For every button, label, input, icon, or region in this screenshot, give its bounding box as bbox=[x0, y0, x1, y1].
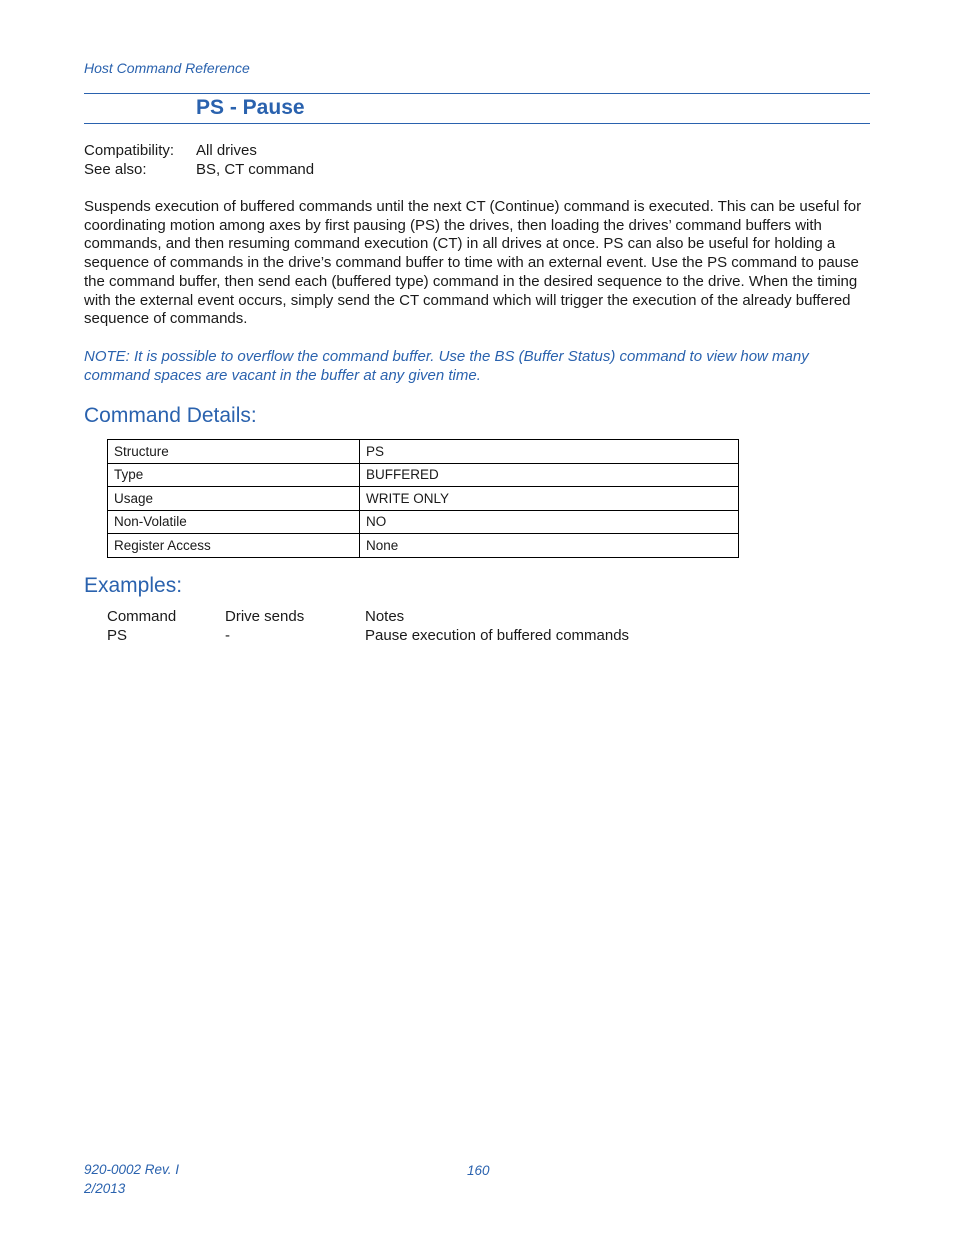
table-cell-label: Usage bbox=[108, 487, 360, 511]
table-cell-value: WRITE ONLY bbox=[360, 487, 739, 511]
examples-header-row bbox=[107, 607, 629, 626]
table-cell-label: Type bbox=[108, 463, 360, 487]
description-paragraph: Suspends execution of buffered commands until the next CT (Continue) command is executed. This can be useful for coordinating motion among axes by first pausing (PS) the drives, then loading the drives’ command buffers with commands, and then resuming command execution (CT) in all drives at once. PS can also be useful for holding a sequence of commands in the drive’s command buffer to time with an external event. Use the PS command to pause the command buffer, then send each (buffered type) command in the desired sequence to the drive. When the timing with the external event occurs, simply send the CT command which will trigger the execution of the already buffered sequence of commands. bbox=[84, 198, 862, 328]
meta-key: See also: bbox=[84, 160, 147, 178]
examples-heading: Examples: bbox=[84, 574, 183, 597]
meta-value: All drives bbox=[196, 142, 257, 159]
table-cell-label: Structure bbox=[108, 440, 360, 464]
example-drive-sends: - bbox=[225, 627, 230, 644]
example-row bbox=[107, 626, 629, 645]
note-paragraph: NOTE: It is possible to overflow the command buffer. Use the BS (Buffer Status) command to view how many command spaces are vacant in the buffer at any given time. bbox=[84, 348, 809, 384]
example-command: PS bbox=[107, 627, 128, 644]
page-title: PS - Pause bbox=[196, 96, 305, 119]
meta-key: Compatibility: bbox=[84, 142, 175, 159]
command-details-heading: Command Details: bbox=[84, 404, 257, 427]
examples-list bbox=[107, 607, 629, 645]
table-cell-value: PS bbox=[360, 440, 739, 464]
command-meta bbox=[84, 142, 314, 179]
table-cell-label: Non-Volatile bbox=[108, 510, 360, 534]
table-row bbox=[108, 487, 739, 511]
table-cell-value: BUFFERED bbox=[360, 463, 739, 487]
example-notes: Pause execution of buffered commands bbox=[365, 627, 630, 644]
table-row bbox=[108, 534, 739, 558]
table-row bbox=[108, 463, 739, 487]
running-header: Host Command Reference bbox=[84, 60, 250, 76]
column-header: Notes bbox=[365, 608, 405, 625]
meta-row-see-also bbox=[84, 161, 314, 180]
footer-page-number: 160 bbox=[467, 1163, 490, 1178]
table-cell-label: Register Access bbox=[108, 534, 360, 558]
column-header: Drive sends bbox=[225, 608, 305, 625]
meta-row-compatibility bbox=[84, 142, 314, 161]
footer-doc-number: 920-0002 Rev. I bbox=[84, 1162, 180, 1177]
footer-date: 2/2013 bbox=[84, 1181, 126, 1196]
table-cell-value: None bbox=[360, 534, 739, 558]
table-row bbox=[108, 440, 739, 464]
column-header: Command bbox=[107, 608, 177, 625]
command-details-table bbox=[107, 439, 739, 558]
table-cell-value: NO bbox=[360, 510, 739, 534]
footer-doc-info bbox=[84, 1160, 179, 1198]
title-bar bbox=[84, 93, 870, 124]
meta-value: BS, CT command bbox=[196, 160, 315, 178]
table-row bbox=[108, 510, 739, 534]
